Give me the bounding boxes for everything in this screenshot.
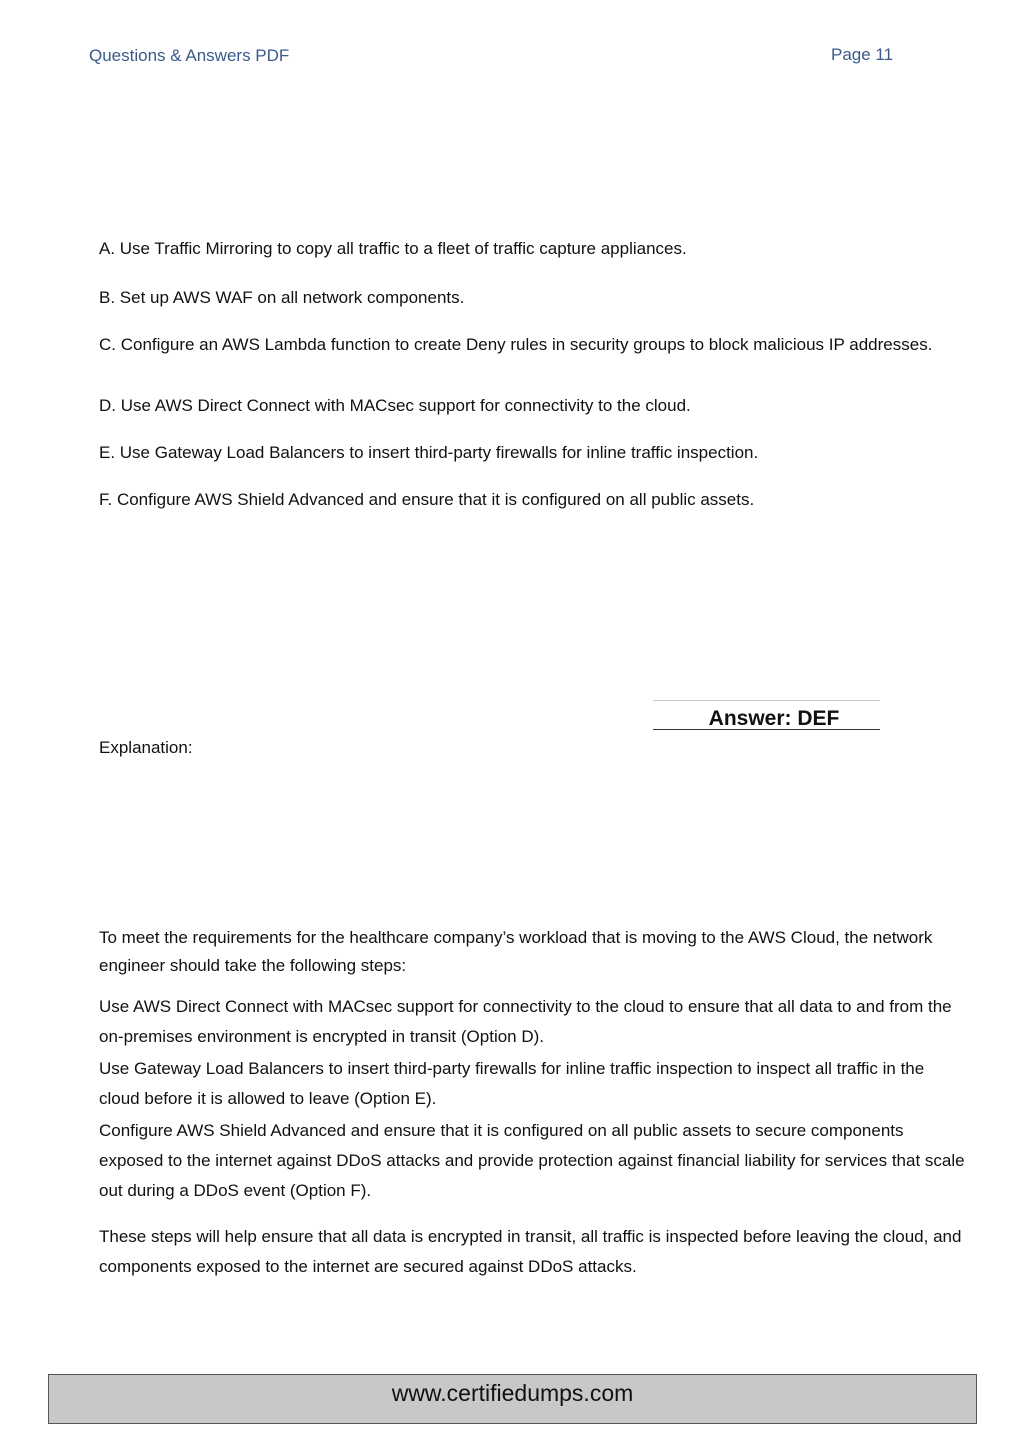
option-f: F. Configure AWS Shield Advanced and ensure that it is configured on all public assets. xyxy=(99,490,755,509)
footer-bar xyxy=(48,1374,977,1424)
explanation-step-f: Configure AWS Shield Advanced and ensure that it is configured on all public assets to secure components exposed to the internet against DDoS attacks and provide protection against financial liability for services that scale out during a DDoS event (Option F). xyxy=(99,1121,965,1200)
answer-text: Answer: DEF xyxy=(708,707,840,730)
explanation-intro: To meet the requirements for the healthcare company’s workload that is moving to the AWS Cloud, the network engineer should take the following steps: xyxy=(99,928,933,975)
page-number: Page 11 xyxy=(831,45,894,64)
footer-url[interactable]: www.certifiedumps.com xyxy=(391,1380,634,1406)
option-a: A. Use Traffic Mirroring to copy all traffic to a fleet of traffic capture appliances. xyxy=(99,239,687,258)
option-e: E. Use Gateway Load Balancers to insert third-party firewalls for inline traffic inspection. xyxy=(99,443,759,462)
option-c: C. Configure an AWS Lambda function to create Deny rules in security groups to block malicious IP addresses. xyxy=(99,335,933,354)
option-d: D. Use AWS Direct Connect with MACsec support for connectivity to the cloud. xyxy=(99,396,691,415)
explanation-step-d: Use AWS Direct Connect with MACsec support for connectivity to the cloud to ensure that all data to and from the on-premises environment is encrypted in transit (Option D). xyxy=(99,997,952,1046)
explanation-label: Explanation: xyxy=(99,738,193,757)
explanation-conclusion: These steps will help ensure that all data is encrypted in transit, all traffic is inspected before leaving the cloud, and components exposed to the internet are secured against DDoS attacks. xyxy=(99,1227,962,1276)
answer-box xyxy=(653,700,880,730)
header-title: Questions & Answers PDF xyxy=(89,46,290,65)
option-b: B. Set up AWS WAF on all network components. xyxy=(99,288,465,307)
explanation-step-e: Use Gateway Load Balancers to insert third-party firewalls for inline traffic inspection to inspect all traffic in the cloud before it is allowed to leave (Option E). xyxy=(99,1059,925,1108)
